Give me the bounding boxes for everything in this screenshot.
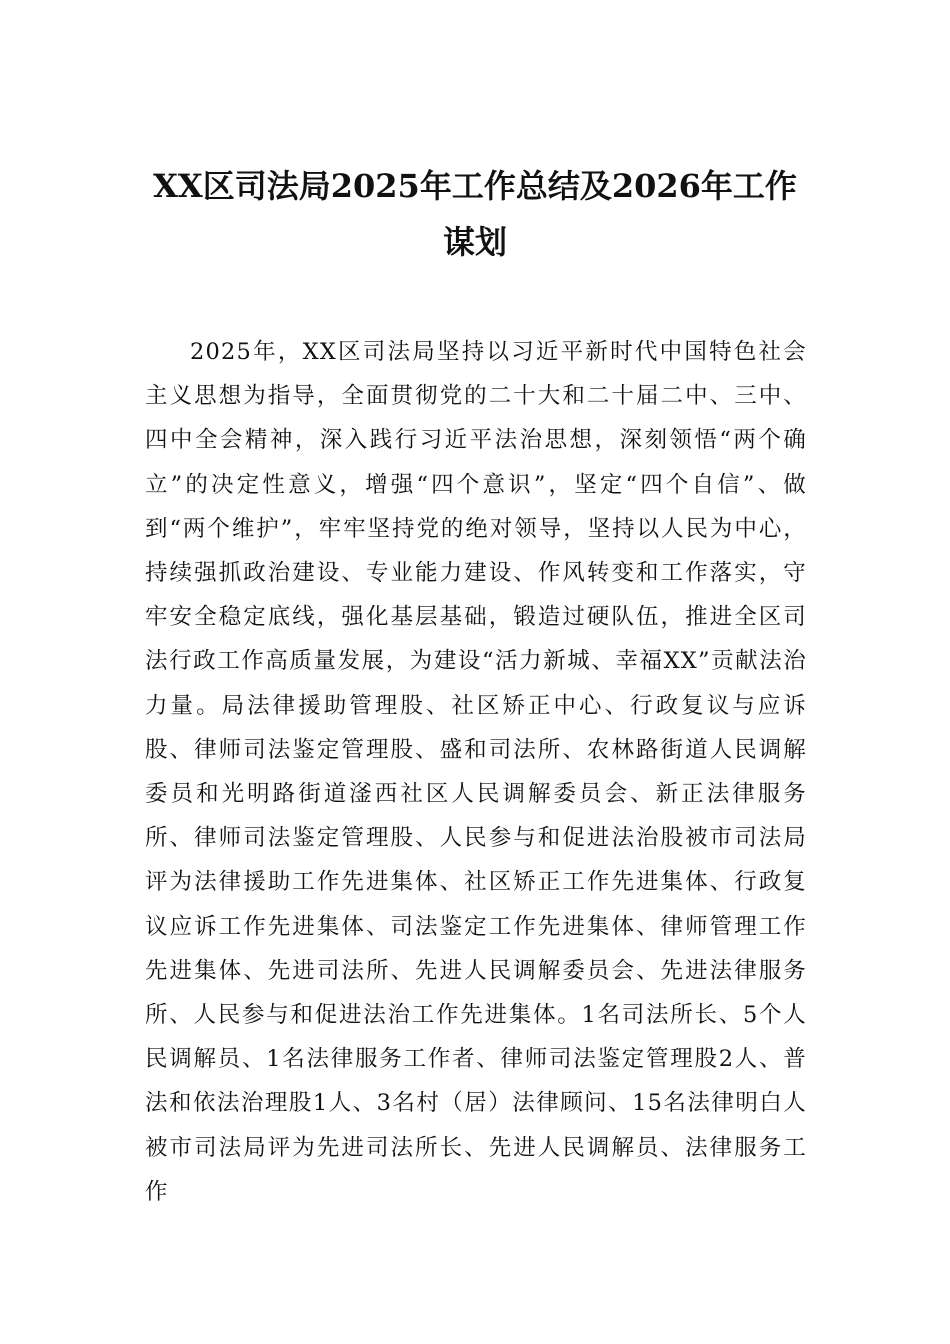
body-paragraph: 2025年，XX区司法局坚持以习近平新时代中国特色社会主义思想为指导，全面贯彻党的二十大和二十届二中、三中、四中全会精神，深入践行习近平法治思想，深刻领悟“两个确立”的决定性意义，增强“四个意识”，坚定“四个自信”、做到“两个维护”，牢牢坚持党的绝对领导，坚持以人民为中心，持续强抓政治建设、专业能力建设、作风转变和工作落实，守牢安全稳定底线，强化基层基础，锻造过硬队伍，推进全区司法行政工作高质量发展，为建设“活力新城、幸福XX”贡献法治力量。局法律援助管理股、社区矫正中心、行政复议与应诉股、律师司法鉴定管理股、盛和司法所、农林路街道人民调解委员和光明路街道滏西社区人民调解委员会、新正法律服务所、律师司法鉴定管理股、人民参与和促进法治股被市司法局评为法律援助工作先进集体、社区矫正工作先进集体、行政复议应诉工作先进集体、司法鉴定工作先进集体、律师管理工作先进集体、先进司法所、先进人民调解委员会、先进法律服务所、人民参与和促进法治工作先进集体。1名司法所长、5个人民调解员、1名法律服务工作者、律师司法鉴定管理股2人、普法和依法治理股1人、3名村（居）法律顾问、15名法律明白人被市司法局评为先进司法所长、先进人民调解员、法律服务工作 [145,339,807,1205]
document-title: XX区司法局2025年工作总结及2026年工作谋划 [153,167,797,261]
